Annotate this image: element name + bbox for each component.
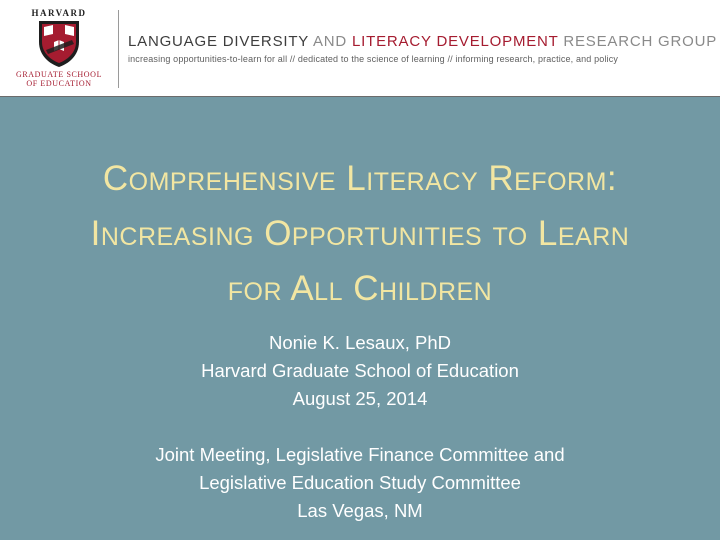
event-location: Las Vegas, NM — [297, 500, 423, 521]
presentation-date: August 25, 2014 — [292, 388, 428, 409]
title-line2: Increasing Opportunities to Learn — [90, 214, 630, 253]
group-title-part2: AND — [312, 33, 348, 50]
presenter-info — [0, 329, 720, 525]
event-line1: Joint Meeting, Legislative Finance Committee and — [155, 444, 565, 465]
header-banner — [0, 0, 720, 97]
header-divider — [118, 10, 119, 88]
presenter-affiliation: Harvard Graduate School of Education — [201, 360, 519, 381]
logo-top-text: HARVARD — [31, 8, 87, 18]
title-line1: Comprehensive Literacy Reform: — [102, 159, 618, 198]
logo-school-line1: GRADUATE SCHOOL — [15, 70, 103, 79]
event-line2: Legislative Education Study Committee — [199, 472, 521, 493]
slide-title — [0, 151, 720, 316]
group-title-part3: LITERACY DEVELOPMENT — [352, 33, 559, 50]
slide-body — [0, 97, 720, 540]
presenter-name: Nonie K. Lesaux, PhD — [268, 332, 452, 353]
logo-school-line2: OF EDUCATION — [26, 79, 92, 88]
logo-school-name — [0, 70, 118, 88]
research-group-title — [128, 33, 717, 50]
harvard-gse-logo — [0, 0, 118, 97]
title-line3: for All Children — [227, 269, 493, 308]
group-title-part4: RESEARCH GROUP — [563, 33, 718, 50]
spacer — [0, 413, 720, 441]
research-group-tagline: increasing opportunities-to-learn for all // dedicated to the science of learning // informing research, practice, and policy — [128, 54, 619, 64]
harvard-shield-icon — [38, 20, 80, 68]
group-title-part1: LANGUAGE DIVERSITY — [128, 33, 309, 50]
